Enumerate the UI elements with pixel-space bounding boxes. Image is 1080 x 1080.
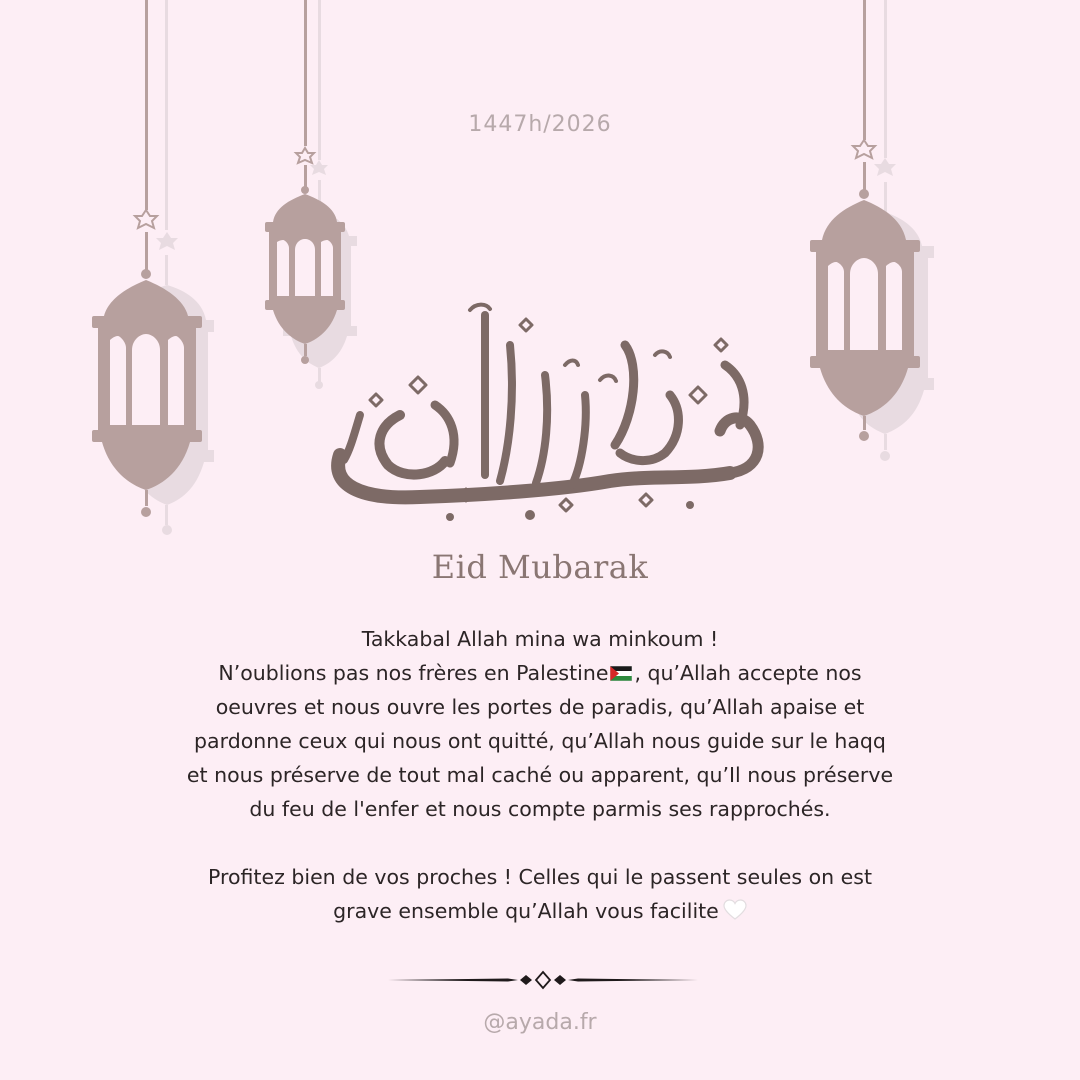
message-text: N’oublions pas nos frères en Palestine: [218, 661, 609, 685]
greeting-message: [90, 622, 990, 928]
eid-mubarak-title: Eid Mubarak: [431, 548, 649, 586]
instagram-handle: @ayada.fr: [483, 1010, 597, 1035]
message-text: grave ensemble qu’Allah vous facilite: [333, 899, 719, 923]
ornamental-divider: [388, 968, 698, 992]
white-heart-icon: [723, 899, 747, 921]
year-label: 1447h/2026: [468, 112, 612, 137]
lantern-left-icon: [80, 0, 240, 545]
message-line: du feu de l'enfer et nous compte parmis ses rapprochés.: [249, 797, 831, 821]
message-line: oeuvres et nous ouvre les portes de paradis, qu’Allah apaise et: [215, 695, 865, 719]
message-line: [90, 894, 990, 928]
message-line: Profitez bien de vos proches ! Celles qui le passent seules on est: [208, 865, 872, 889]
lantern-right-icon: [800, 0, 960, 470]
message-line: [90, 656, 990, 690]
paragraph-gap: [90, 826, 990, 860]
message-line: Takkabal Allah mina wa minkoum !: [361, 627, 719, 651]
message-line: pardonne ceux qui nous ont quitté, qu’Allah nous guide sur le haqq: [194, 729, 886, 753]
palestine-flag-icon: [610, 666, 632, 681]
message-text: , qu’Allah accepte nos: [634, 661, 862, 685]
eid-mubarak-calligraphy: [310, 285, 780, 545]
message-line: et nous préserve de tout mal caché ou apparent, qu’Il nous préserve: [186, 763, 894, 787]
